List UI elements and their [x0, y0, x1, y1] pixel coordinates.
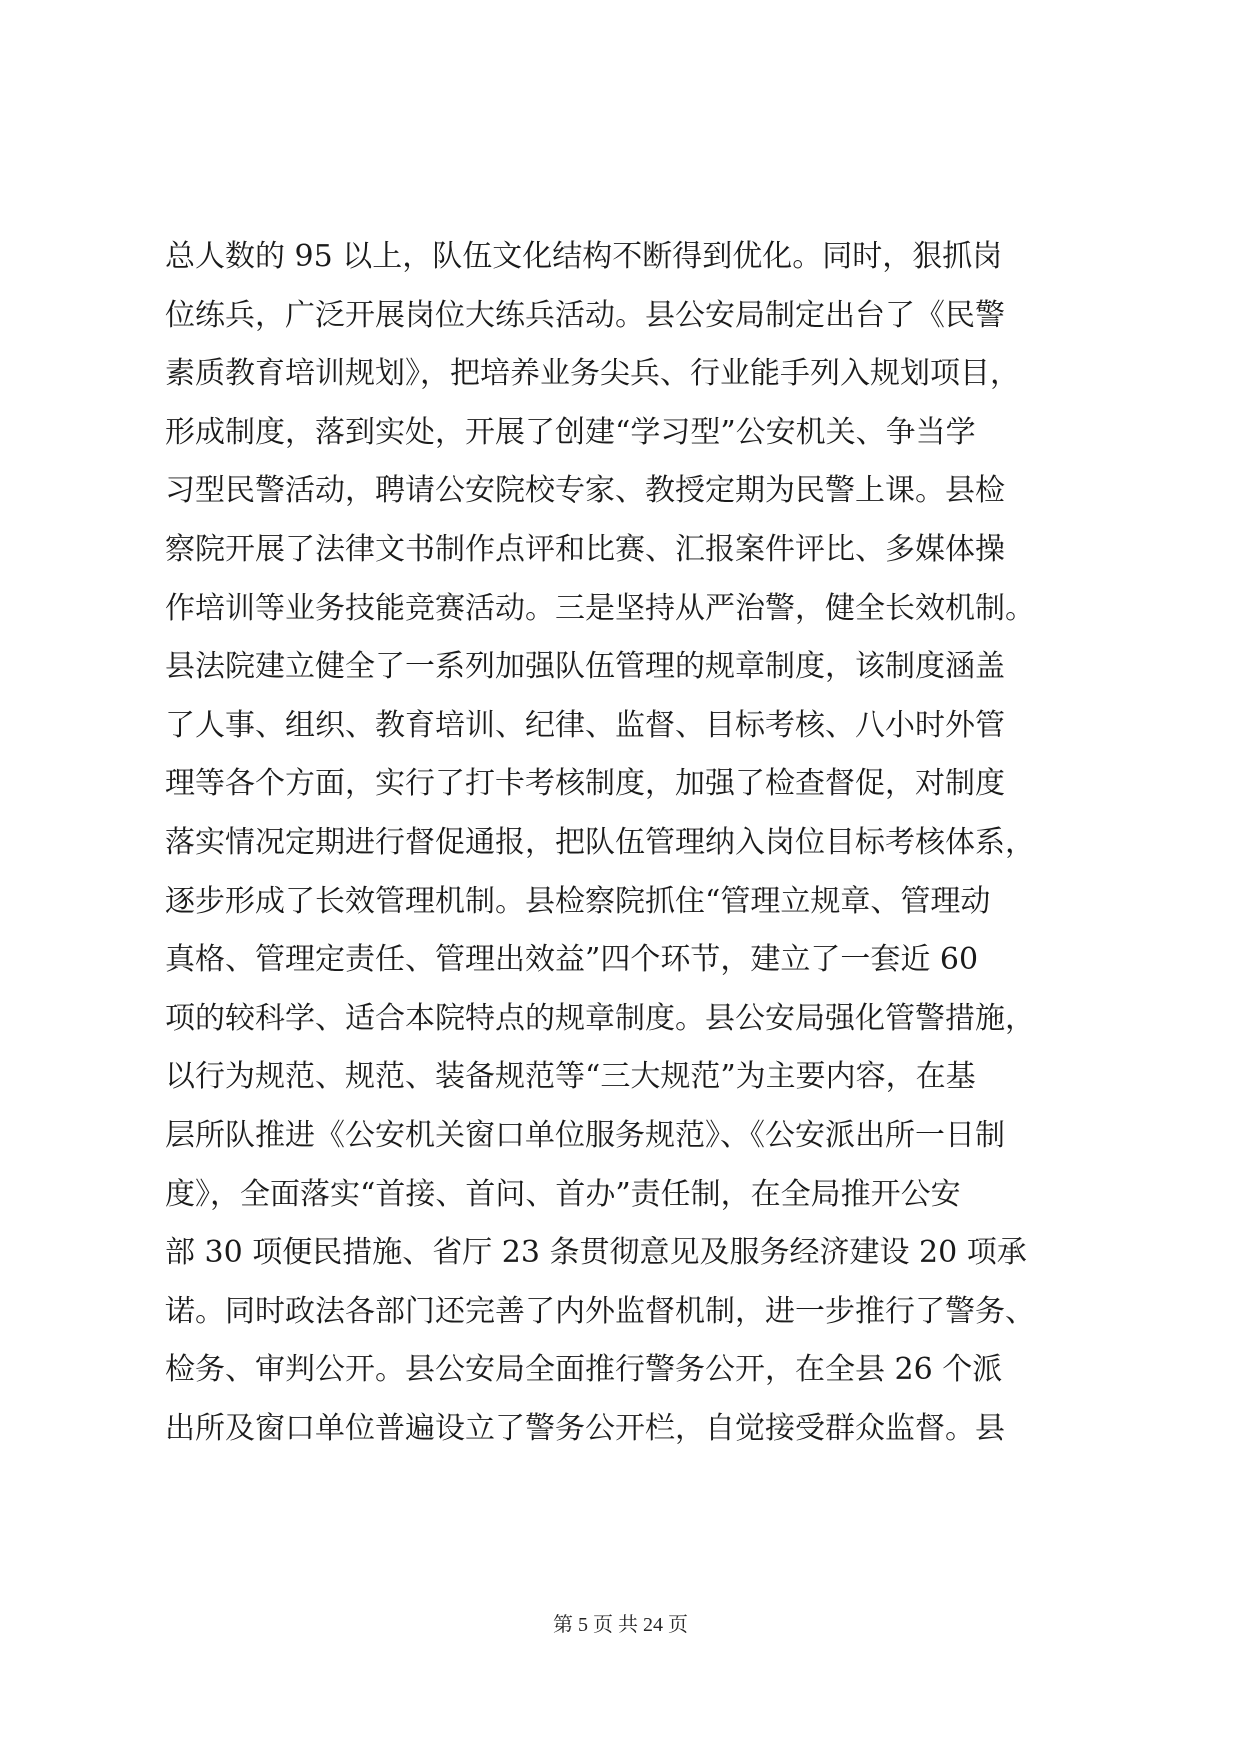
- text-line: 了人事、组织、教育培训、纪律、监督、目标考核、八小时外管: [165, 707, 1005, 743]
- text-line: 诺。同时政法各部门还完善了内外监督机制，进一步推行了警务、: [165, 1293, 1035, 1329]
- text-line: 度》，全面落实“首接、首问、首办”责任制，在全局推开公安: [165, 1176, 961, 1212]
- text-line: 层所队推进《公安机关窗口单位服务规范》、《公安派出所一日制: [165, 1117, 1005, 1153]
- text-line: 察院开展了法律文书制作点评和比赛、汇报案件评比、多媒体操: [165, 531, 1005, 567]
- text-line: 真格、管理定责任、管理出效益”四个环节，建立了一套近 60: [165, 942, 979, 978]
- page-footer: 第 5 页 共 24 页: [553, 1614, 688, 1636]
- text-line: 检务、审判公开。县公安局全面推行警务公开，在全县 26 个派: [165, 1352, 1003, 1388]
- text-line: 出所及窗口单位普遍设立了警务公开栏，自觉接受群众监督。县: [165, 1410, 1005, 1446]
- text-line: 作培训等业务技能竞赛活动。三是坚持从严治警，健全长效机制。: [165, 590, 1035, 626]
- body-text: [165, 228, 1080, 1458]
- text-line: 素质教育培训规划》，把培养业务尖兵、行业能手列入规划项目，: [165, 356, 1020, 392]
- text-line: 落实情况定期进行督促通报，把队伍管理纳入岗位目标考核体系，: [165, 824, 1035, 860]
- text-line: 县法院建立健全了一系列加强队伍管理的规章制度，该制度涵盖: [165, 649, 1005, 685]
- text-line: 形成制度，落到实处，开展了创建“学习型”公安机关、争当学: [165, 414, 976, 450]
- text-line: 总人数的 95 以上，队伍文化结构不断得到优化。同时，狠抓岗: [165, 239, 1003, 274]
- text-line: 以行为规范、规范、装备规范等“三大规范”为主要内容，在基: [165, 1059, 976, 1095]
- text-line: 逐步形成了长效管理机制。县检察院抓住“管理立规章、管理动: [165, 883, 991, 919]
- text-line: 位练兵，广泛开展岗位大练兵活动。县公安局制定出台了《民警: [165, 297, 1005, 333]
- text-line: 部 30 项便民措施、省厅 23 条贯彻意见及服务经济建设 20 项承: [165, 1235, 1027, 1271]
- text-line: 习型民警活动，聘请公安院校专家、教授定期为民警上课。县检: [165, 473, 1005, 509]
- text-line: 理等各个方面，实行了打卡考核制度，加强了检查督促，对制度: [165, 766, 1005, 802]
- text-line: 项的较科学、适合本院特点的规章制度。县公安局强化管警措施，: [165, 1000, 1035, 1036]
